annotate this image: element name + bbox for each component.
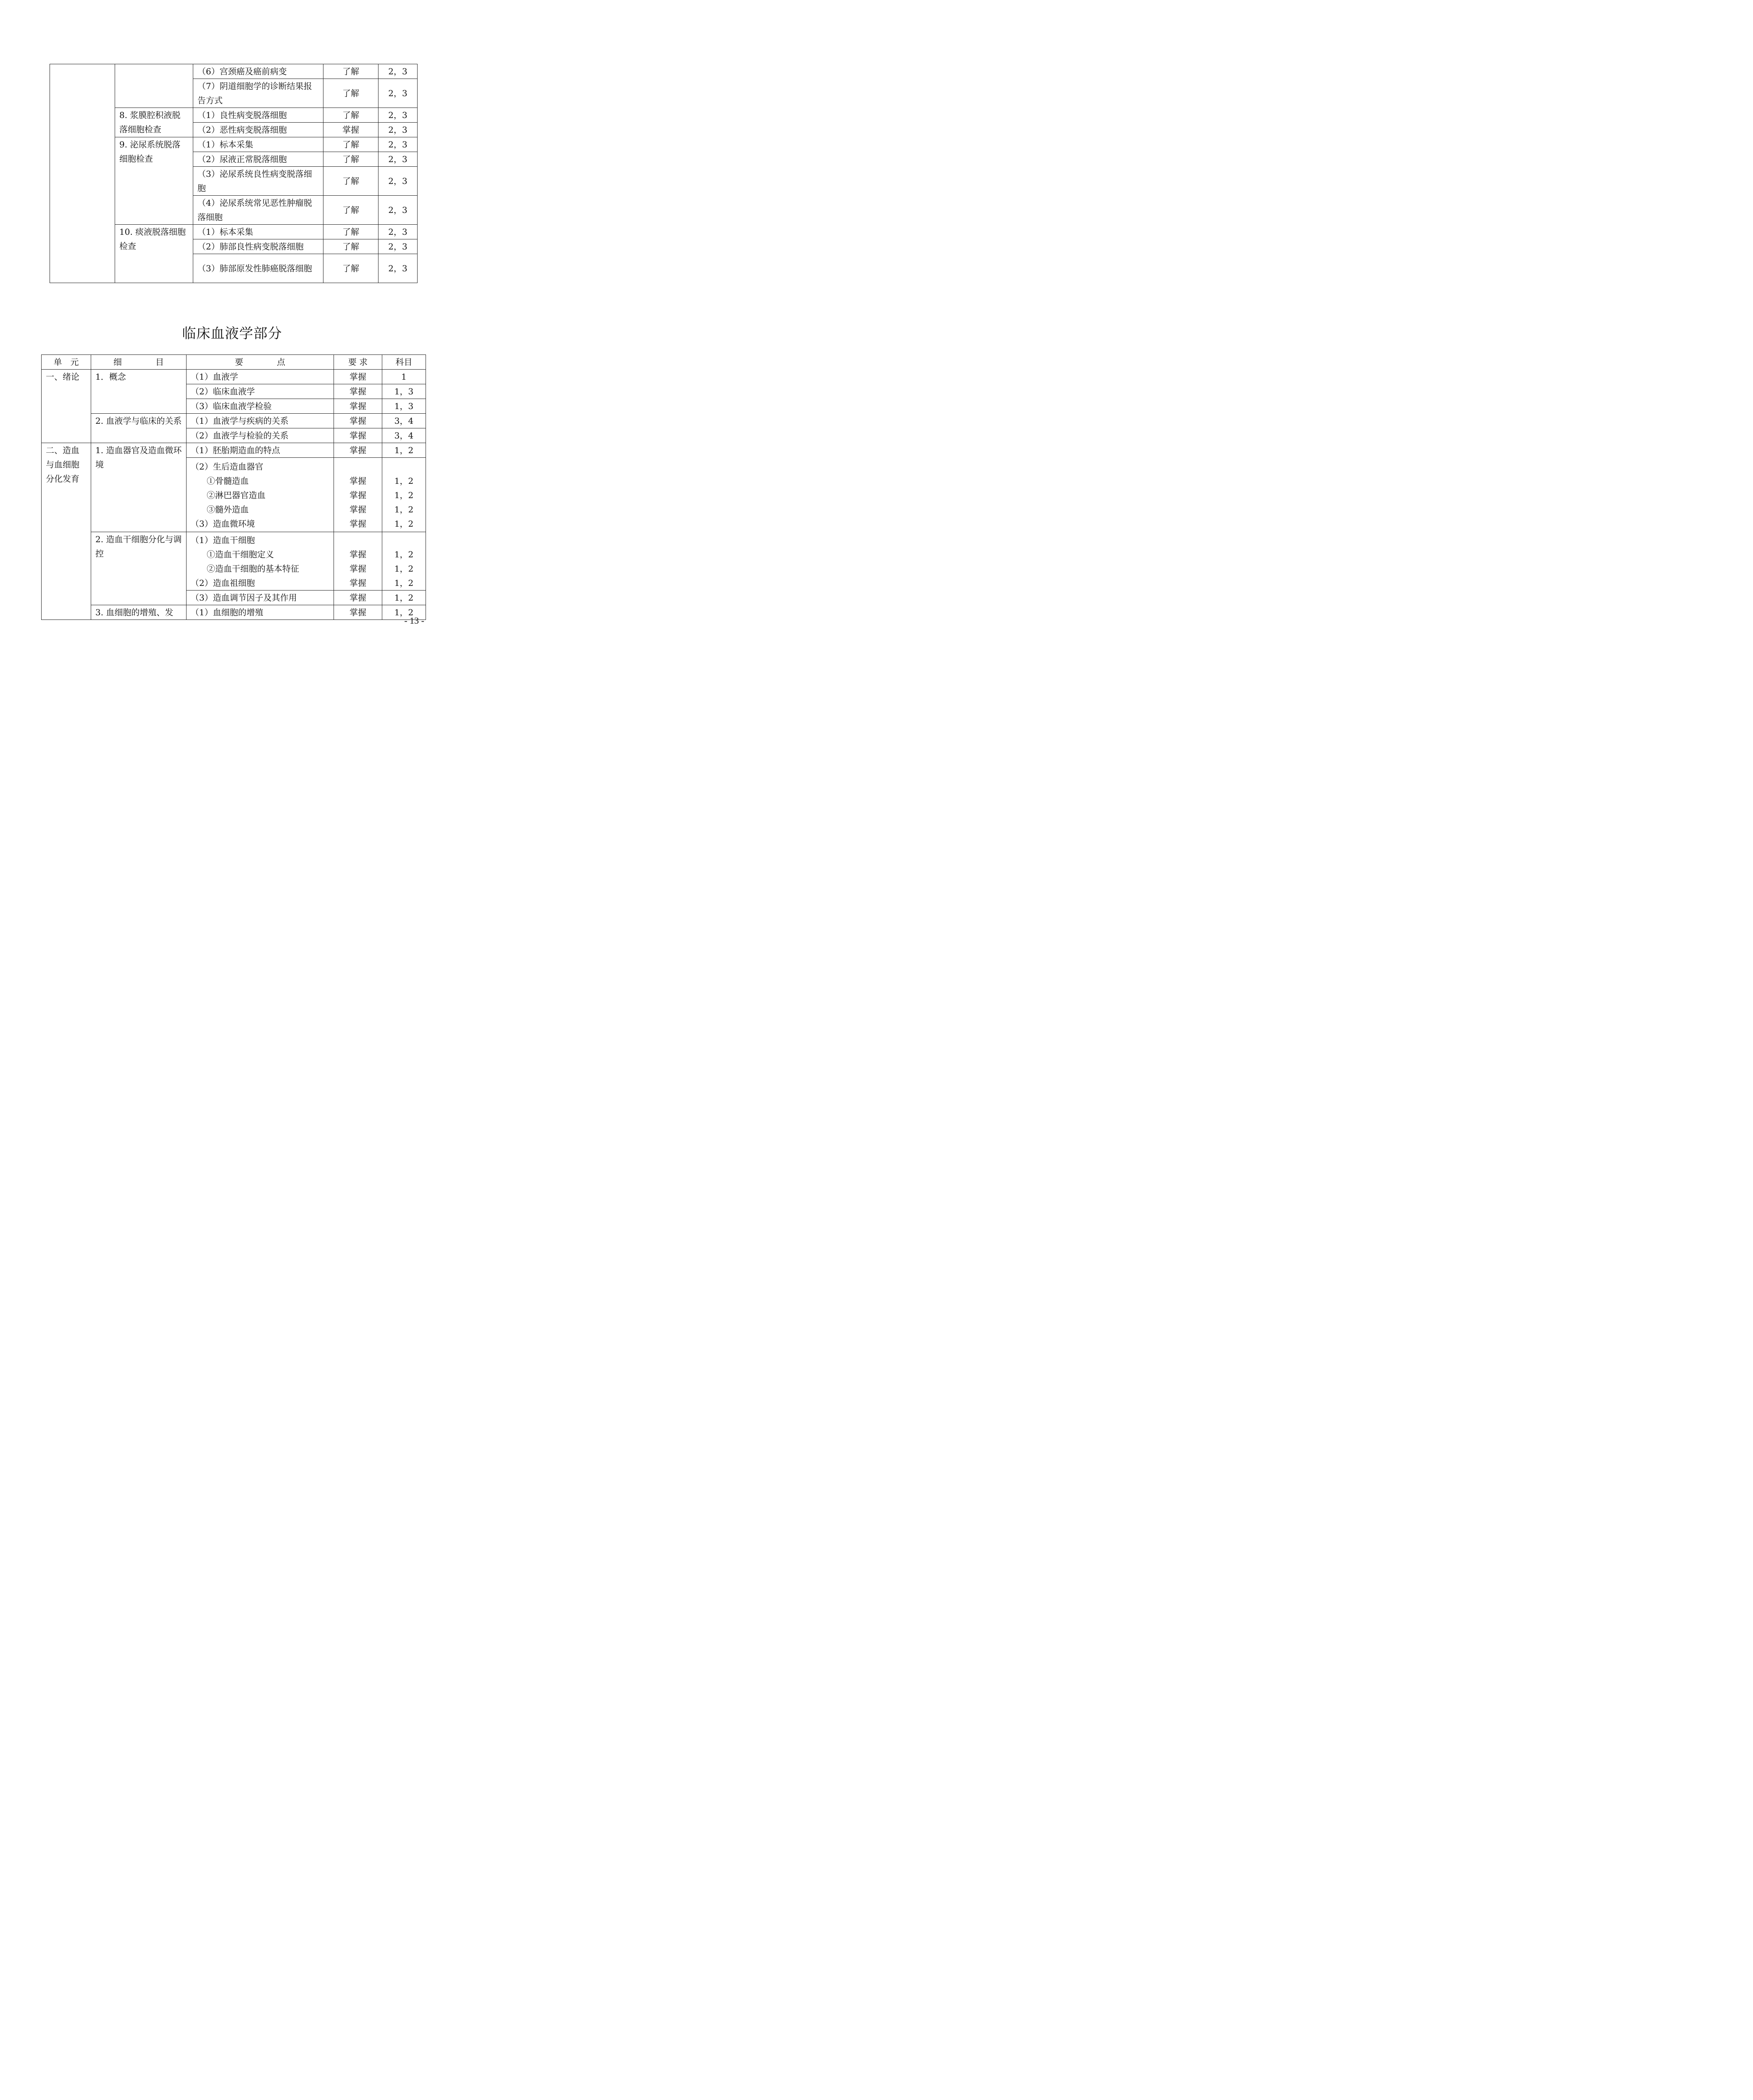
point-line: （2）生后造血器官 [191, 462, 263, 472]
subject-line [386, 533, 421, 547]
subject-cell: 3，4 [382, 414, 426, 428]
requirement-cell: 了解 [323, 196, 378, 225]
subject-cell: 2，3 [378, 123, 418, 137]
subject-line: 1，2 [394, 476, 414, 486]
point-cell: （2）肺部良性病变脱落细胞 [193, 239, 323, 254]
requirement-cell: 了解 [323, 152, 378, 167]
subject-cell: 1，3 [382, 384, 426, 399]
subject-cell: 1，2 [382, 443, 426, 458]
table-row [50, 64, 418, 79]
subject-line: 1，2 [394, 490, 414, 500]
requirement-cell [334, 532, 382, 591]
point-line: （2）造血祖细胞 [191, 578, 255, 588]
point-line: （1）造血干细胞 [191, 535, 255, 545]
detail-cell [115, 64, 193, 108]
subject-cell: 2，3 [378, 239, 418, 254]
requirement-cell: 掌握 [334, 428, 382, 443]
detail-header: 细 目 [91, 355, 187, 370]
requirement-cell: 了解 [323, 225, 378, 239]
unit-cell: 二、造血与血细胞分化发育 [42, 443, 91, 620]
point-cell: （1）血液学 [187, 370, 334, 384]
requirement-line: 掌握 [350, 476, 366, 486]
point-cell [187, 458, 334, 532]
point-cell: （2）血液学与检验的关系 [187, 428, 334, 443]
requirement-cell: 掌握 [334, 370, 382, 384]
subject-cell: 3，4 [382, 428, 426, 443]
requirement-line: 掌握 [350, 578, 366, 588]
requirement-header: 要 求 [334, 355, 382, 370]
subject-cell: 2，3 [378, 167, 418, 196]
detail-cell: 10. 痰液脱落细胞检查 [115, 225, 193, 283]
requirement-line [338, 533, 378, 547]
point-cell: （1）良性病变脱落细胞 [193, 108, 323, 123]
requirement-cell: 掌握 [334, 414, 382, 428]
point-line: ①造血干细胞定义 [207, 549, 274, 559]
subject-cell [382, 532, 426, 591]
subject-cell: 2，3 [378, 225, 418, 239]
requirement-cell: 掌握 [334, 605, 382, 620]
subject-cell: 1，2 [382, 591, 426, 605]
subject-cell: 1 [382, 370, 426, 384]
point-line: ②淋巴器官造血 [207, 490, 265, 500]
point-cell: （6）宫颈癌及癌前病变 [193, 64, 323, 79]
table-row [42, 370, 426, 384]
requirement-cell: 了解 [323, 167, 378, 196]
subject-cell: 2，3 [378, 254, 418, 283]
subject-line: 1，2 [394, 519, 414, 529]
point-cell: （3）临床血液学检验 [187, 399, 334, 414]
point-cell: （2）尿液正常脱落细胞 [193, 152, 323, 167]
table-row [42, 414, 426, 428]
subject-line: 1，2 [394, 564, 414, 574]
unit-cell: 一、绪论 [42, 370, 91, 443]
point-cell: （3）肺部原发性肺癌脱落细胞 [193, 254, 323, 283]
subject-line: 1，2 [394, 578, 414, 588]
requirement-cell [334, 458, 382, 532]
subject-cell: 2，3 [378, 64, 418, 79]
section-title: 临床血液学部分 [182, 325, 282, 341]
table-row [42, 443, 426, 458]
requirement-cell: 了解 [323, 64, 378, 79]
header-row [42, 355, 426, 370]
point-cell: （1）标本采集 [193, 225, 323, 239]
detail-cell: 2. 造血干细胞分化与调控 [91, 532, 187, 605]
subject-cell: 2，3 [378, 108, 418, 123]
subject-header: 科目 [382, 355, 426, 370]
requirement-line: 掌握 [350, 564, 366, 574]
subject-cell: 1，3 [382, 399, 426, 414]
cytology-table [50, 64, 418, 283]
point-cell [187, 532, 334, 591]
page-number: - 13 - [404, 615, 424, 626]
point-cell: （1）标本采集 [193, 137, 323, 152]
point-cell: （2）恶性病变脱落细胞 [193, 123, 323, 137]
point-cell: （1）血细胞的增殖 [187, 605, 334, 620]
detail-cell: 3. 血细胞的增殖、发 [91, 605, 187, 620]
table-row [42, 532, 426, 591]
point-line: ③髓外造血 [207, 504, 249, 514]
requirement-line [338, 459, 378, 474]
subject-cell: 2，3 [378, 79, 418, 108]
requirement-cell: 了解 [323, 79, 378, 108]
subject-cell: 2，3 [378, 196, 418, 225]
table-row [42, 605, 426, 620]
requirement-line: 掌握 [350, 504, 366, 514]
point-cell: （7）阴道细胞学的诊断结果报告方式 [193, 79, 323, 108]
subject-line: 1，2 [394, 504, 414, 514]
detail-cell: 1. 造血器官及造血微环境 [91, 443, 187, 532]
requirement-cell: 了解 [323, 239, 378, 254]
requirement-cell: 掌握 [334, 384, 382, 399]
point-cell: （2）临床血液学 [187, 384, 334, 399]
point-cell: （1）血液学与疾病的关系 [187, 414, 334, 428]
requirement-cell: 掌握 [334, 591, 382, 605]
requirement-cell: 掌握 [334, 399, 382, 414]
point-line: ①骨髓造血 [207, 476, 249, 486]
requirement-cell: 了解 [323, 254, 378, 283]
requirement-line: 掌握 [350, 549, 366, 559]
subject-line: 1，2 [394, 549, 414, 559]
unit-header: 单 元 [42, 355, 91, 370]
point-cell: （1）胚胎期造血的特点 [187, 443, 334, 458]
unit-cell [50, 64, 115, 283]
point-line: （3）造血微环境 [191, 519, 255, 529]
requirement-cell: 了解 [323, 137, 378, 152]
requirement-cell: 了解 [323, 108, 378, 123]
subject-cell: 1，2 [382, 605, 426, 620]
subject-cell: 2，3 [378, 152, 418, 167]
detail-cell: 9. 泌尿系统脱落细胞检查 [115, 137, 193, 225]
detail-cell: 1．概念 [91, 370, 187, 414]
subject-cell: 2，3 [378, 137, 418, 152]
requirement-line: 掌握 [350, 519, 366, 529]
subject-cell [382, 458, 426, 532]
requirement-cell: 掌握 [334, 443, 382, 458]
subject-line [386, 459, 421, 474]
detail-cell: 8. 浆膜腔积液脱落细胞检查 [115, 108, 193, 137]
point-header: 要 点 [187, 355, 334, 370]
detail-cell: 2. 血液学与临床的关系 [91, 414, 187, 443]
point-line: ②造血干细胞的基本特征 [207, 564, 299, 574]
requirement-cell: 掌握 [323, 123, 378, 137]
point-cell: （4）泌尿系统常见恶性肿瘤脱落细胞 [193, 196, 323, 225]
point-cell: （3）泌尿系统良性病变脱落细胞 [193, 167, 323, 196]
hematology-table [41, 354, 426, 620]
requirement-line: 掌握 [350, 490, 366, 500]
point-cell: （3）造血调节因子及其作用 [187, 591, 334, 605]
